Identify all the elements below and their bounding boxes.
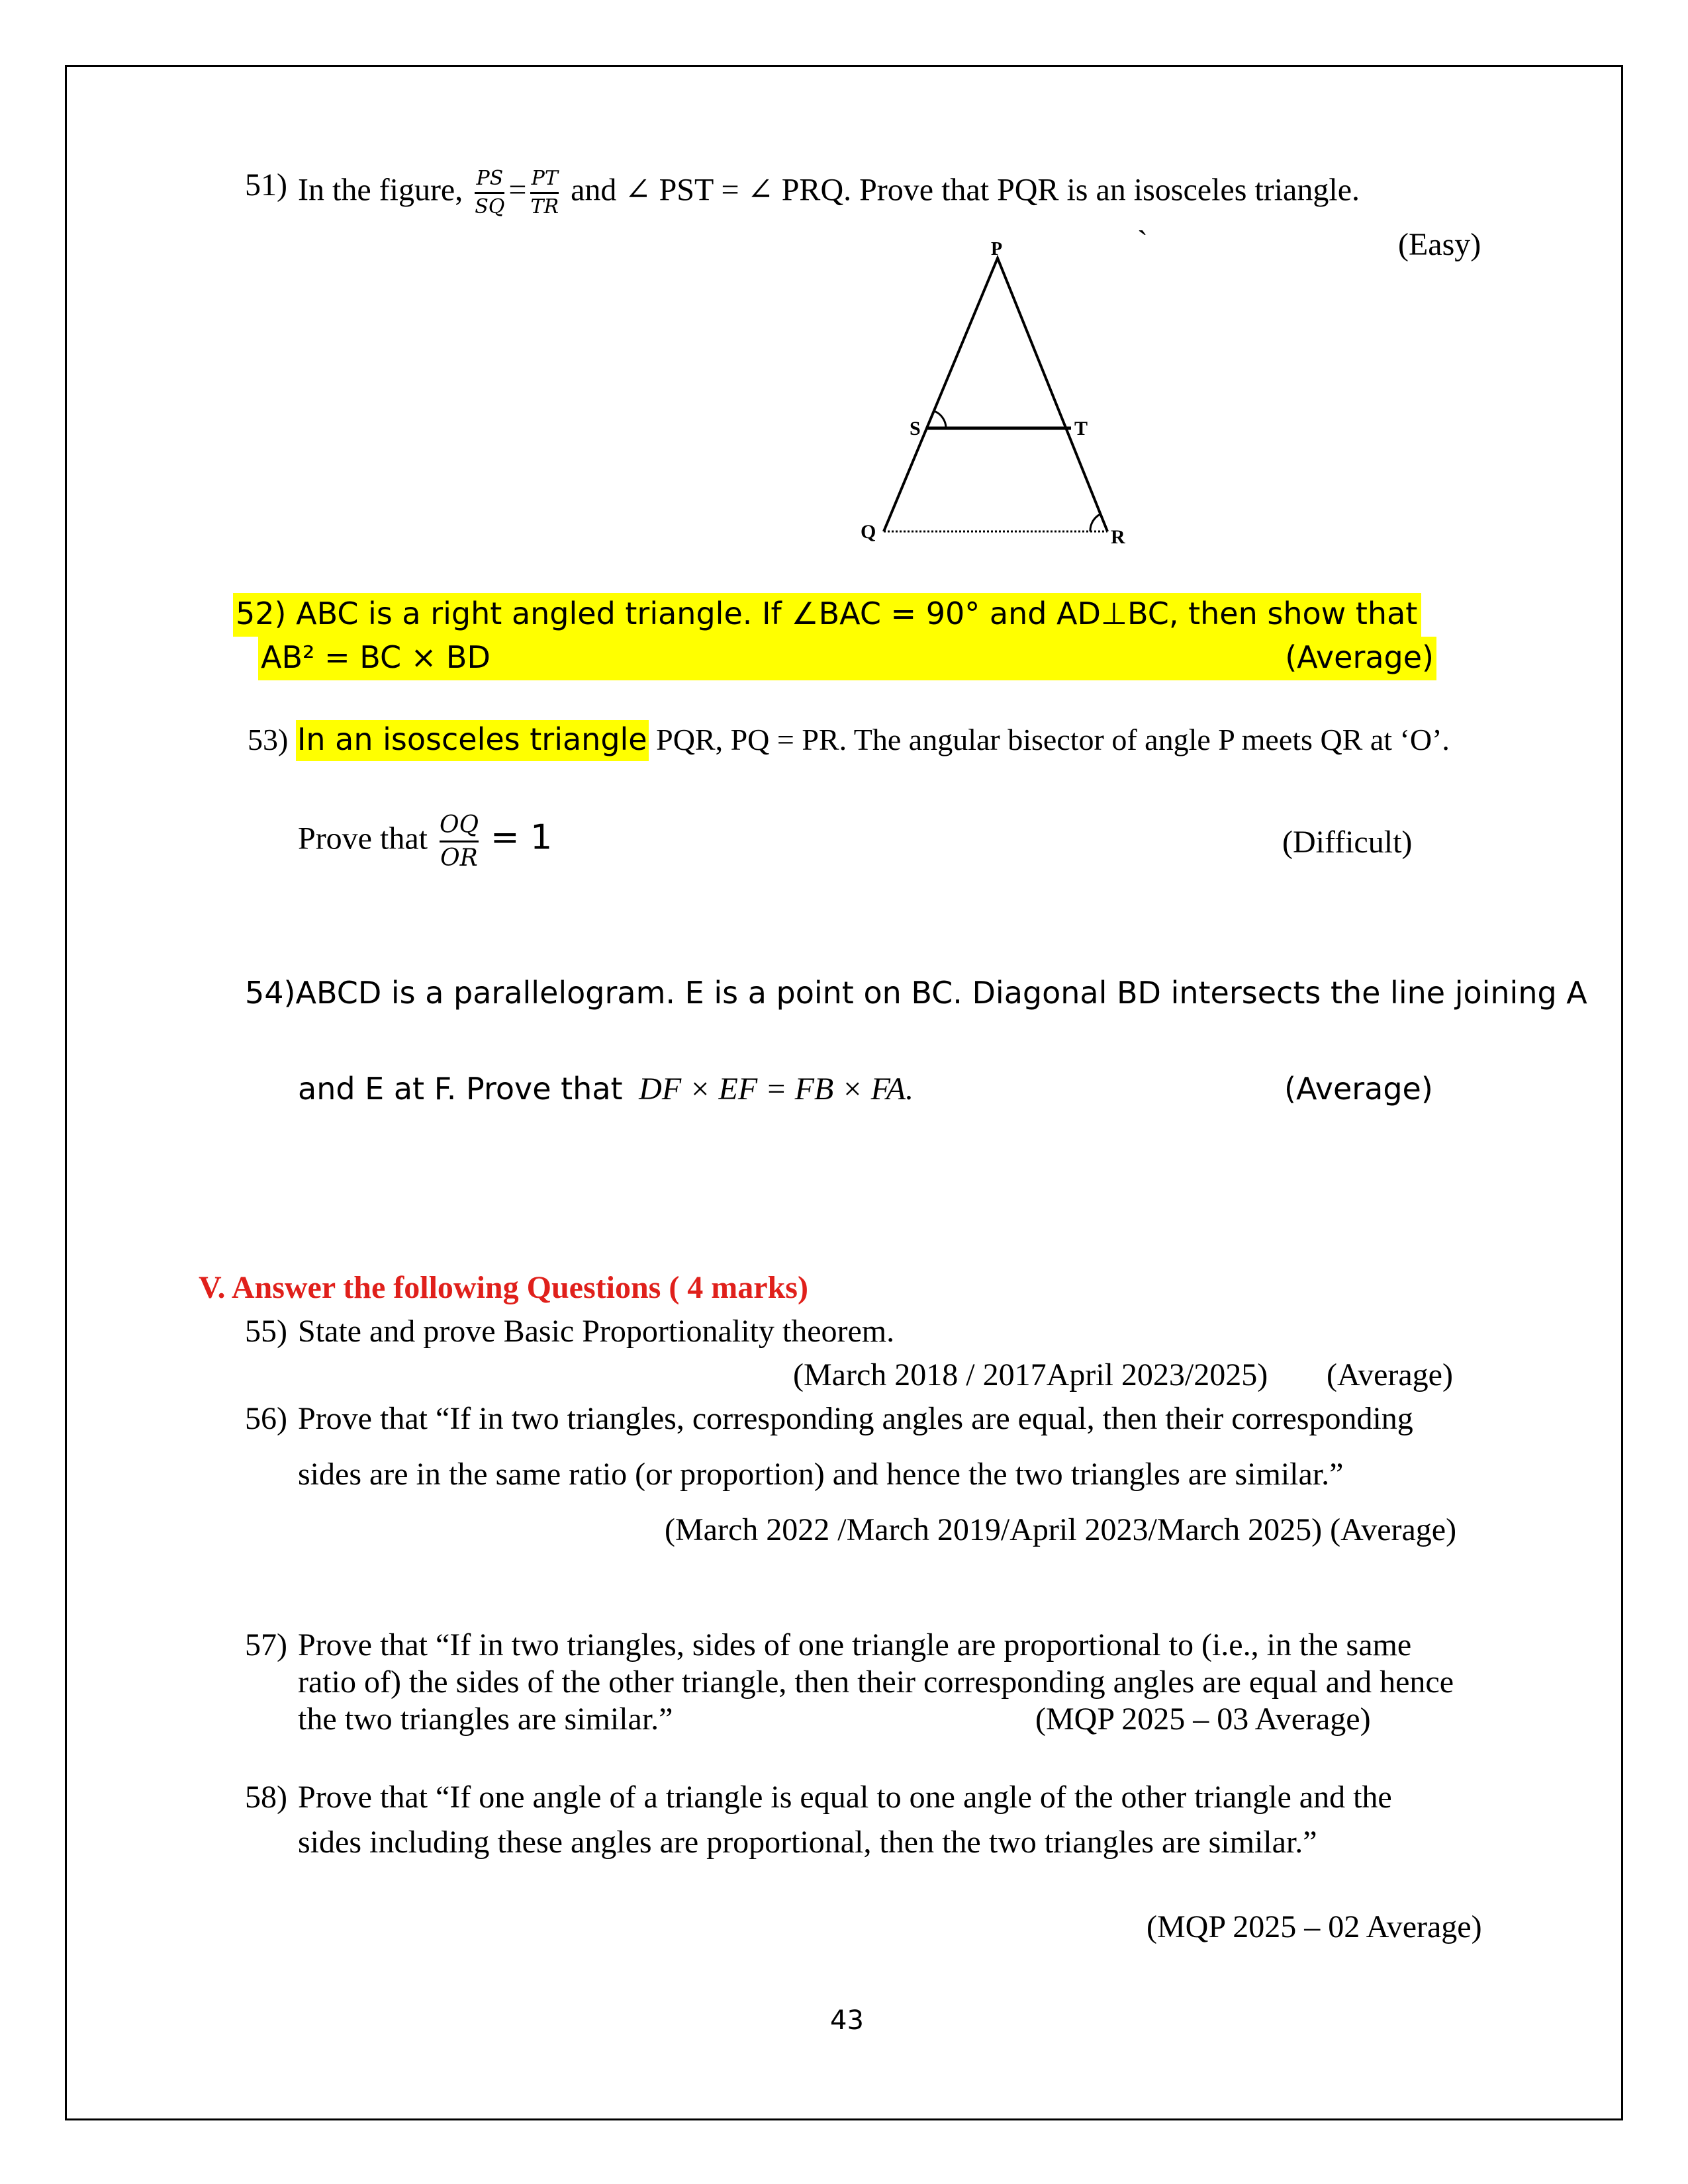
triangle-figure xyxy=(854,235,1152,549)
fraction-ps-sq: $\frac{PS}{SQ}$ xyxy=(475,167,505,218)
question-54-difficulty: (Average) xyxy=(1284,1071,1433,1107)
equals-sign: = xyxy=(508,172,527,208)
question-58-number: 58) xyxy=(245,1780,287,1815)
q51-pre: In the figure, xyxy=(298,172,463,208)
q53-prove: Prove that xyxy=(298,821,428,856)
question-52-line-2 xyxy=(258,637,1436,680)
question-57-line-2: ratio of) the sides of the other triangle, then their corresponding angles are equal and hence xyxy=(298,1664,1454,1700)
stray-mark: ` xyxy=(1137,224,1148,259)
vertex-label-s: S xyxy=(910,418,921,439)
vertex-label-q: Q xyxy=(861,521,876,543)
q53-text: PQR, PQ = PR. The angular bisector of angle P meets QR at ‘O’. xyxy=(648,723,1450,756)
q52-formula: AB² = BC × BD xyxy=(261,639,491,675)
question-51-number: 51) xyxy=(245,167,287,203)
angle-arc-r xyxy=(1090,514,1100,531)
q54-formula: DF × EF = FB × FA. xyxy=(639,1071,914,1107)
question-55-meta: (March 2018 / 2017April 2023/2025) xyxy=(793,1357,1268,1392)
question-51-difficulty: (Easy) xyxy=(1398,227,1481,262)
q53-highlighted-text: In an isosceles triangle xyxy=(296,720,649,761)
page-number: 43 xyxy=(830,2005,864,2036)
question-55-difficulty: (Average) xyxy=(1327,1357,1453,1392)
question-58-meta: (MQP 2025 – 02 Average) xyxy=(1147,1909,1482,1944)
question-57-meta: (MQP 2025 – 03 Average) xyxy=(1035,1702,1371,1737)
question-53-line-1 xyxy=(248,721,1450,757)
question-55-number: 55) xyxy=(245,1314,287,1349)
q54-text: and E at F. Prove that xyxy=(298,1071,623,1107)
question-56-meta: (March 2022 /March 2019/April 2023/March 2025) (Average) xyxy=(665,1512,1457,1547)
question-54-line-2 xyxy=(298,1071,914,1107)
q53-equals-one: = 1 xyxy=(491,817,553,858)
angle-arc-s xyxy=(934,411,946,428)
question-57-line-3: the two triangles are similar.” xyxy=(298,1702,673,1737)
question-53-difficulty: (Difficult) xyxy=(1282,825,1413,860)
question-51-text xyxy=(298,167,1360,219)
question-55-text: State and prove Basic Proportionality theorem. xyxy=(298,1314,895,1349)
triangle-sides xyxy=(884,258,1107,531)
question-56-number: 56) xyxy=(245,1401,287,1436)
q51-post: and ∠ PST = ∠ PRQ. Prove that PQR is an isosceles triangle. xyxy=(571,172,1360,208)
question-56-line-2: sides are in the same ratio (or proportion) and hence the two triangles are similar.” xyxy=(298,1457,1344,1492)
question-58-line-1: Prove that “If one angle of a triangle is equal to one angle of the other triangle and the xyxy=(298,1780,1392,1815)
question-58-line-2: sides including these angles are proportional, then the two triangles are similar.” xyxy=(298,1825,1317,1860)
question-57-line-1: Prove that “If in two triangles, sides of one triangle are proportional to (i.e., in the same xyxy=(298,1627,1412,1662)
question-53-line-2 xyxy=(298,811,552,872)
question-52-difficulty: (Average) xyxy=(1285,639,1434,675)
fraction-pt-tr: $\frac{PT}{TR}$ xyxy=(530,167,559,218)
vertex-label-r: R xyxy=(1111,526,1125,548)
question-54-line-1: 54)ABCD is a parallelogram. E is a point on BC. Diagonal BD intersects the line joining A xyxy=(245,975,1587,1011)
fraction-oq-or: $\frac{OQ}{OR}$ xyxy=(439,811,479,872)
vertex-label-t: T xyxy=(1074,418,1088,439)
section-heading: V. Answer the following Questions ( 4 marks) xyxy=(199,1270,808,1305)
question-56-line-1: Prove that “If in two triangles, corresponding angles are equal, then their corresponding xyxy=(298,1401,1413,1436)
question-57-number: 57) xyxy=(245,1627,287,1662)
q53-number: 53) xyxy=(248,723,289,756)
vertex-label-p: P xyxy=(991,239,1003,259)
question-52-line-1: 52) ABC is a right angled triangle. If ∠BAC = 90° and AD⊥BC, then show that xyxy=(233,593,1421,637)
